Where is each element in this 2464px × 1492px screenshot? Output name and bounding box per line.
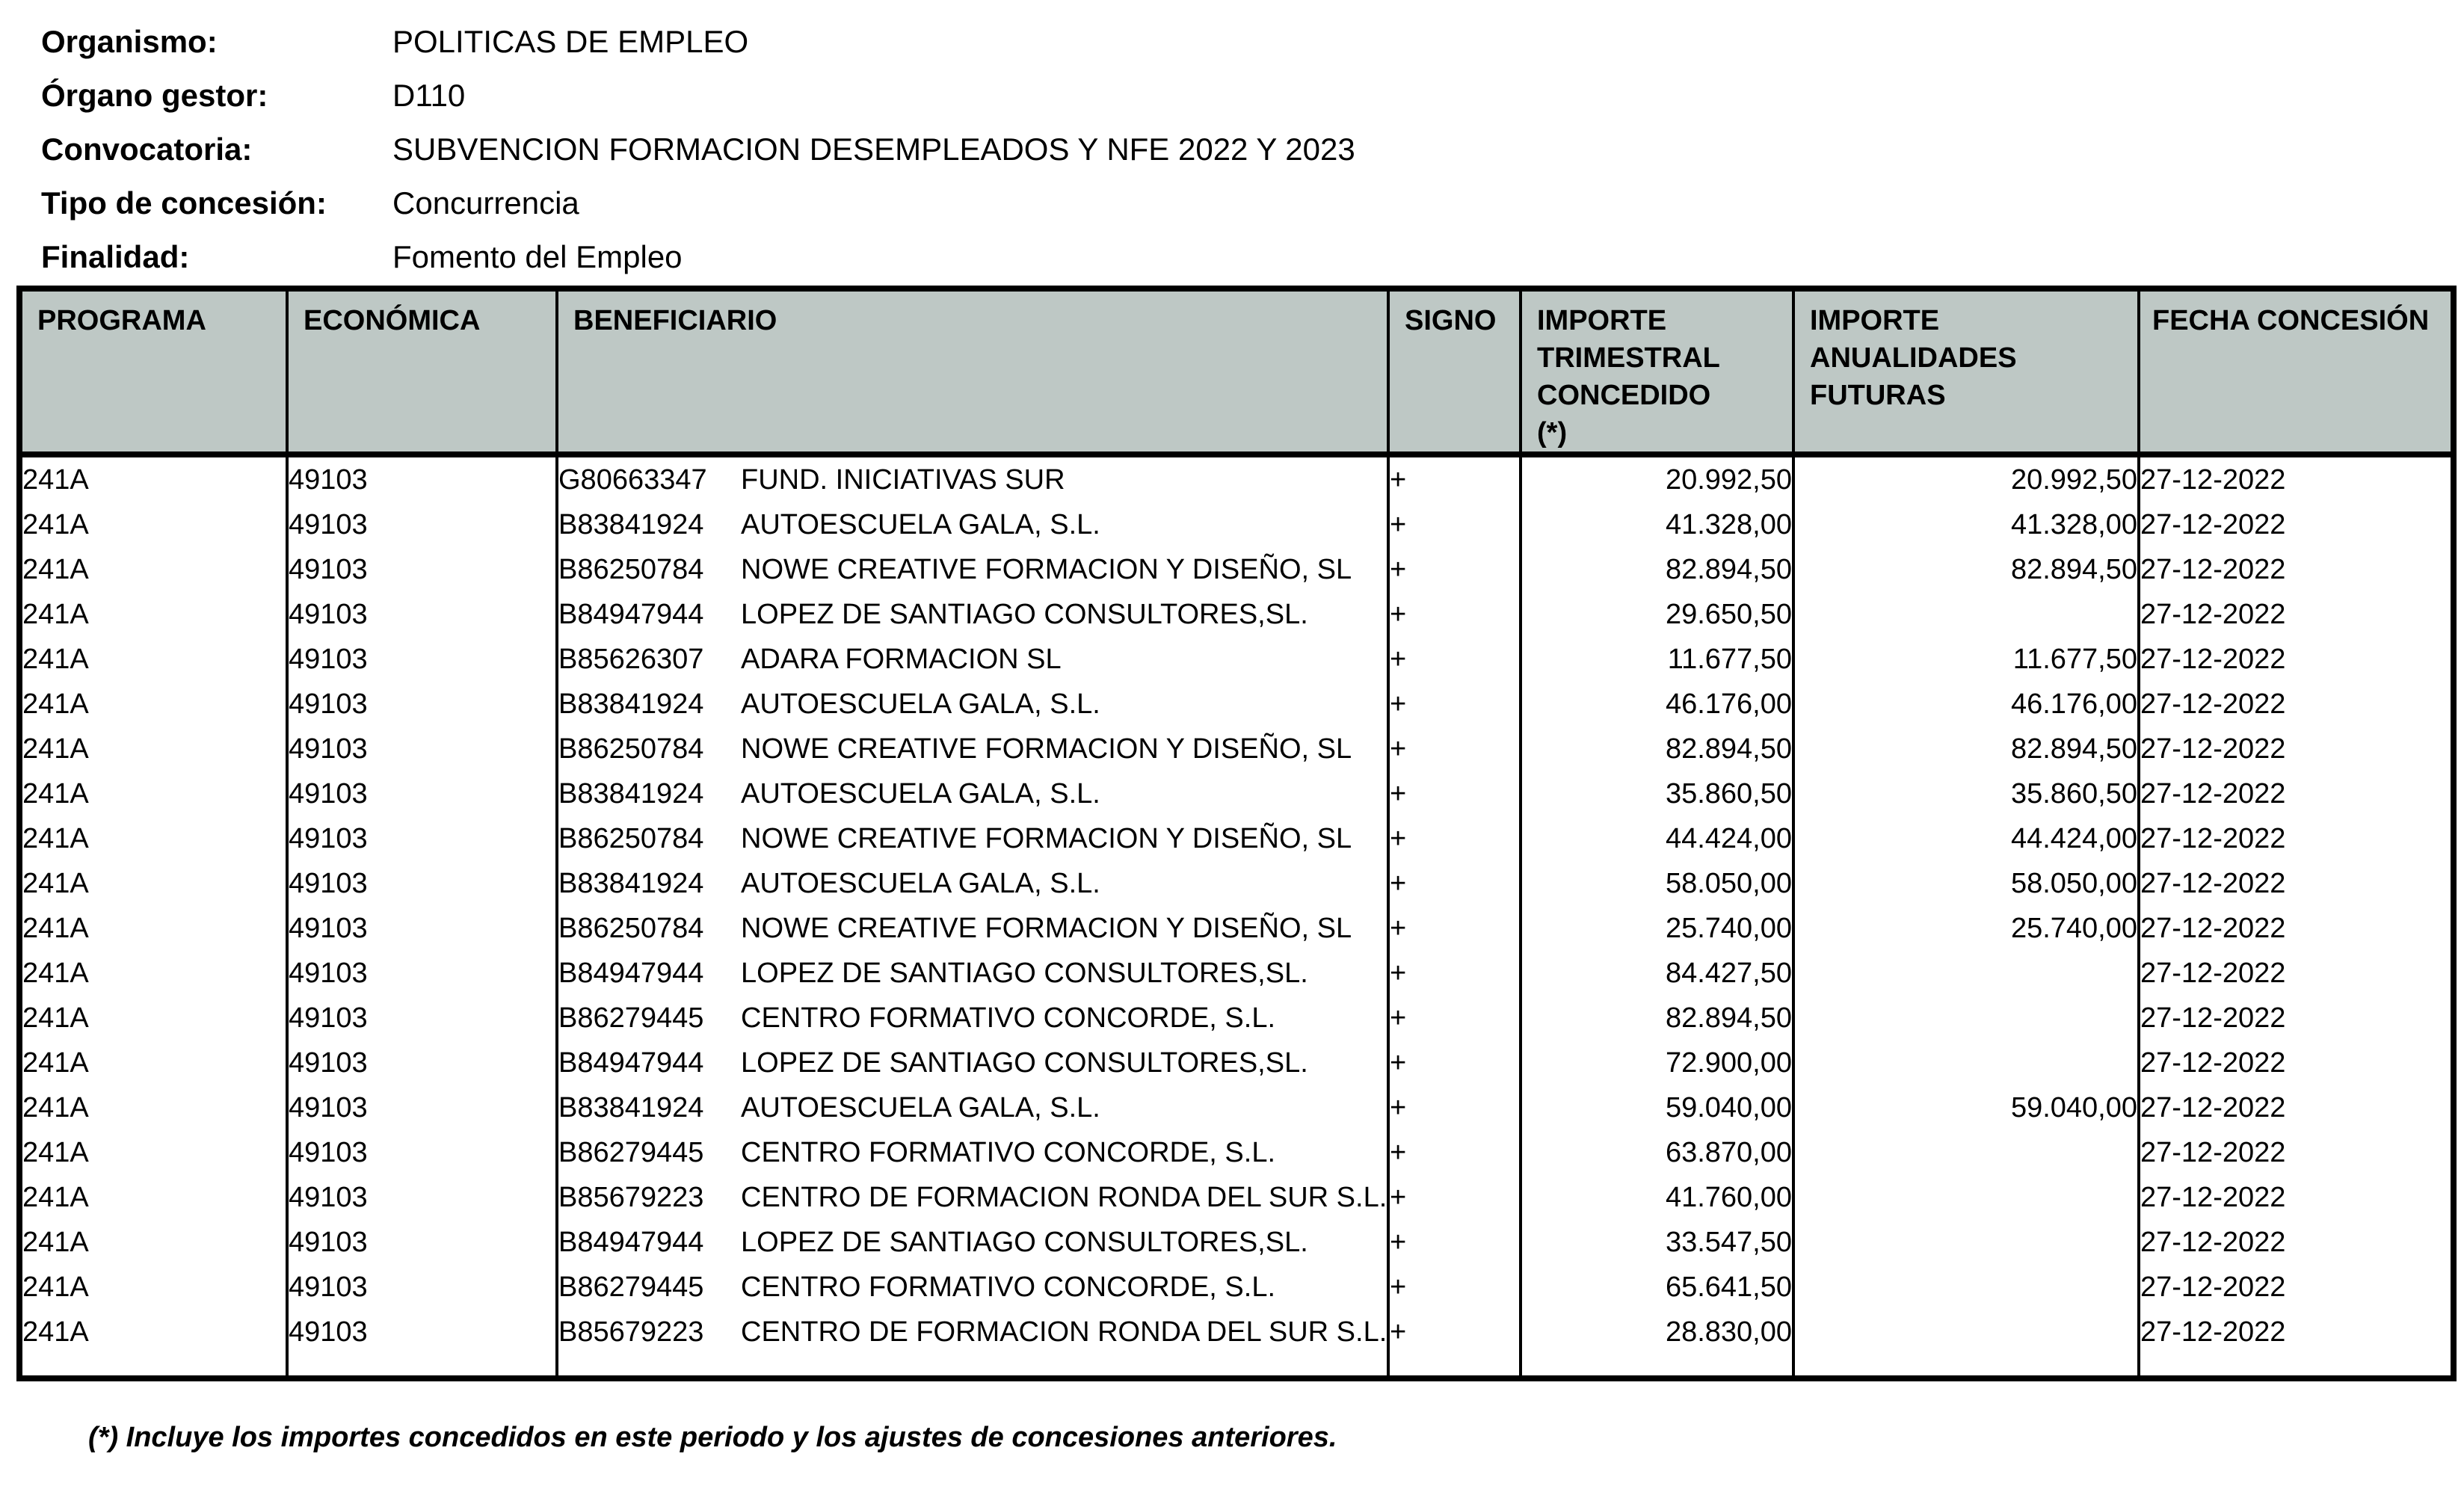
cell-beneficiario: [557, 1220, 1388, 1265]
table-row: [19, 951, 2454, 996]
cell-beneficiario: [557, 637, 1388, 682]
cell-fecha-concesion: 27-12-2022: [2140, 553, 2286, 585]
cell-programa: 241A: [19, 1310, 287, 1354]
beneficiary-id: B83841924: [558, 867, 704, 899]
cell-importe-anualidades: 25.740,00: [1793, 906, 2139, 951]
cell-signo: +: [1388, 1310, 1521, 1354]
table-body: [19, 454, 2454, 1354]
spacer-cell: [1793, 1354, 2139, 1378]
cell-importe-trimestral: 28.830,00: [1521, 1310, 1793, 1354]
cell-economica: 49103: [287, 727, 557, 771]
header-field-value: D110: [392, 78, 466, 113]
table-row: [19, 727, 2454, 771]
cell-importe-anualidades: [1793, 1130, 2139, 1175]
cell-importe-anualidades: [1793, 1175, 2139, 1220]
cell-beneficiario: [557, 682, 1388, 727]
beneficiary-id: B83841924: [558, 688, 704, 720]
cell-economica: 49103: [287, 1220, 557, 1265]
beneficiary-name: LOPEZ DE SANTIAGO CONSULTORES,SL.: [741, 598, 1308, 630]
cell-fecha-concesion: 27-12-2022: [2140, 1316, 2286, 1348]
header-field: [41, 230, 1355, 284]
cell-importe-anualidades: [1793, 1265, 2139, 1310]
cell-signo: +: [1388, 906, 1521, 951]
cell-importe-anualidades: 44.424,00: [1793, 816, 2139, 861]
beneficiary-id: B86279445: [558, 1002, 704, 1034]
header-field-label: Organismo:: [41, 24, 218, 59]
column-header-programa: PROGRAMA: [19, 289, 287, 454]
cell-fecha-concesion: 27-12-2022: [2140, 912, 2286, 944]
cell-fecha-concesion: 27-12-2022: [2140, 1181, 2286, 1213]
cell-importe-trimestral: 25.740,00: [1521, 906, 1793, 951]
beneficiary-name: AUTOESCUELA GALA, S.L.: [741, 508, 1100, 540]
cell-economica: 49103: [287, 502, 557, 547]
beneficiary-name: LOPEZ DE SANTIAGO CONSULTORES,SL.: [741, 1046, 1308, 1079]
cell-beneficiario: [557, 727, 1388, 771]
cell-fecha-concesion: 27-12-2022: [2140, 1226, 2286, 1258]
table-row: [19, 682, 2454, 727]
table-row: [19, 816, 2454, 861]
document-header-fields: [41, 15, 1355, 284]
beneficiary-name: NOWE CREATIVE FORMACION Y DISEÑO, SL: [741, 553, 1352, 585]
cell-programa: 241A: [19, 996, 287, 1041]
cell-importe-anualidades: 82.894,50: [1793, 547, 2139, 592]
table-row: [19, 996, 2454, 1041]
footnote: (*) Incluye los importes concedidos en este periodo y los ajustes de concesiones anteriores.: [88, 1422, 1337, 1453]
cell-fecha-concesion: 27-12-2022: [2140, 957, 2286, 989]
cell-programa: 241A: [19, 1265, 287, 1310]
beneficiary-name: ADARA FORMACION SL: [741, 643, 1062, 675]
header-field: [41, 176, 1355, 230]
cell-programa: 241A: [19, 861, 287, 906]
header-field-label: Órgano gestor:: [41, 78, 268, 113]
spacer-cell: [287, 1354, 557, 1378]
cell-importe-anualidades: [1793, 1220, 2139, 1265]
beneficiary-id: B85626307: [558, 643, 704, 675]
table-row: [19, 1175, 2454, 1220]
cell-fecha-concesion: 27-12-2022: [2140, 1136, 2286, 1168]
cell-importe-anualidades: 41.328,00: [1793, 502, 2139, 547]
header-field-value: Concurrencia: [392, 185, 579, 221]
cell-fecha-concesion: 27-12-2022: [2140, 643, 2286, 675]
cell-signo: +: [1388, 1041, 1521, 1085]
beneficiary-id: B84947944: [558, 1226, 704, 1258]
cell-importe-trimestral: 59.040,00: [1521, 1085, 1793, 1130]
cell-beneficiario: [557, 454, 1388, 502]
spacer-cell: [557, 1354, 1388, 1378]
beneficiary-name: CENTRO FORMATIVO CONCORDE, S.L.: [741, 1002, 1276, 1034]
cell-importe-trimestral: 82.894,50: [1521, 727, 1793, 771]
cell-fecha-concesion: 27-12-2022: [2140, 1046, 2286, 1079]
cell-beneficiario: [557, 1130, 1388, 1175]
column-header-beneficiario: BENEFICIARIO: [557, 289, 1388, 454]
cell-programa: 241A: [19, 727, 287, 771]
cell-beneficiario: [557, 906, 1388, 951]
cell-fecha-concesion: 27-12-2022: [2140, 777, 2286, 810]
beneficiary-name: NOWE CREATIVE FORMACION Y DISEÑO, SL: [741, 822, 1352, 854]
cell-beneficiario: [557, 1265, 1388, 1310]
table-row: [19, 1041, 2454, 1085]
cell-importe-trimestral: 46.176,00: [1521, 682, 1793, 727]
cell-importe-trimestral: 82.894,50: [1521, 996, 1793, 1041]
header-field: [41, 69, 1355, 123]
beneficiary-id: B86250784: [558, 822, 704, 854]
table-header-row: [19, 289, 2454, 454]
cell-signo: +: [1388, 727, 1521, 771]
cell-importe-anualidades: 58.050,00: [1793, 861, 2139, 906]
header-field-label: Tipo de concesión:: [41, 185, 327, 221]
beneficiary-id: B84947944: [558, 957, 704, 989]
column-header-importe-trimestral-label: IMPORTE TRIMESTRAL CONCEDIDO (*): [1537, 305, 1720, 448]
column-header-importe-anualidades: [1793, 289, 2139, 454]
cell-signo: +: [1388, 951, 1521, 996]
beneficiary-name: AUTOESCUELA GALA, S.L.: [741, 867, 1100, 899]
cell-beneficiario: [557, 1175, 1388, 1220]
cell-beneficiario: [557, 861, 1388, 906]
beneficiary-name: AUTOESCUELA GALA, S.L.: [741, 688, 1100, 720]
cell-signo: +: [1388, 1220, 1521, 1265]
cell-signo: +: [1388, 816, 1521, 861]
cell-fecha-concesion: 27-12-2022: [2140, 822, 2286, 854]
cell-beneficiario: [557, 547, 1388, 592]
beneficiary-id: B85679223: [558, 1181, 704, 1213]
beneficiary-name: AUTOESCUELA GALA, S.L.: [741, 1091, 1100, 1123]
cell-importe-anualidades: [1793, 1041, 2139, 1085]
cell-signo: +: [1388, 547, 1521, 592]
beneficiary-id: G80663347: [558, 463, 707, 496]
cell-importe-trimestral: 11.677,50: [1521, 637, 1793, 682]
cell-economica: 49103: [287, 816, 557, 861]
cell-economica: 49103: [287, 996, 557, 1041]
cell-economica: 49103: [287, 1265, 557, 1310]
beneficiary-name: CENTRO FORMATIVO CONCORDE, S.L.: [741, 1271, 1276, 1303]
cell-beneficiario: [557, 771, 1388, 816]
table-row: [19, 454, 2454, 502]
cell-fecha-concesion: 27-12-2022: [2140, 688, 2286, 720]
header-field: [41, 15, 1355, 69]
beneficiary-id: B84947944: [558, 598, 704, 630]
cell-programa: 241A: [19, 502, 287, 547]
cell-importe-anualidades: 20.992,50: [1793, 454, 2139, 502]
beneficiary-id: B86279445: [558, 1136, 704, 1168]
cell-programa: 241A: [19, 771, 287, 816]
cell-signo: +: [1388, 771, 1521, 816]
cell-signo: +: [1388, 1085, 1521, 1130]
cell-programa: 241A: [19, 816, 287, 861]
beneficiary-name: CENTRO DE FORMACION RONDA DEL SUR S.L.: [741, 1181, 1387, 1213]
beneficiary-id: B85679223: [558, 1316, 704, 1348]
beneficiary-name: LOPEZ DE SANTIAGO CONSULTORES,SL.: [741, 957, 1308, 989]
cell-fecha-concesion: 27-12-2022: [2140, 463, 2286, 496]
cell-beneficiario: [557, 816, 1388, 861]
cell-programa: 241A: [19, 1085, 287, 1130]
cell-economica: 49103: [287, 1041, 557, 1085]
table-row: [19, 1310, 2454, 1354]
beneficiary-name: NOWE CREATIVE FORMACION Y DISEÑO, SL: [741, 912, 1352, 944]
beneficiary-id: B86250784: [558, 553, 704, 585]
cell-economica: 49103: [287, 951, 557, 996]
table-row: [19, 1130, 2454, 1175]
cell-programa: 241A: [19, 682, 287, 727]
column-header-economica: ECONÓMICA: [287, 289, 557, 454]
cell-economica: 49103: [287, 1130, 557, 1175]
table-row: [19, 502, 2454, 547]
cell-signo: +: [1388, 682, 1521, 727]
cell-economica: 49103: [287, 1085, 557, 1130]
cell-fecha-concesion: 27-12-2022: [2140, 508, 2286, 540]
cell-beneficiario: [557, 592, 1388, 637]
cell-economica: 49103: [287, 547, 557, 592]
beneficiary-id: B86250784: [558, 912, 704, 944]
spacer-cell: [1388, 1354, 1521, 1378]
spacer-cell: [19, 1354, 287, 1378]
cell-signo: +: [1388, 454, 1521, 502]
cell-programa: 241A: [19, 1130, 287, 1175]
cell-importe-anualidades: [1793, 951, 2139, 996]
cell-importe-trimestral: 41.760,00: [1521, 1175, 1793, 1220]
cell-economica: 49103: [287, 682, 557, 727]
table-row: [19, 637, 2454, 682]
beneficiary-name: LOPEZ DE SANTIAGO CONSULTORES,SL.: [741, 1226, 1308, 1258]
beneficiary-name: CENTRO DE FORMACION RONDA DEL SUR S.L.: [741, 1316, 1387, 1348]
table-row: [19, 547, 2454, 592]
cell-programa: 241A: [19, 1175, 287, 1220]
cell-signo: +: [1388, 861, 1521, 906]
beneficiary-id: B86250784: [558, 733, 704, 765]
cell-importe-trimestral: 35.860,50: [1521, 771, 1793, 816]
cell-fecha-concesion: 27-12-2022: [2140, 1271, 2286, 1303]
column-header-importe-trimestral: [1521, 289, 1793, 454]
cell-importe-trimestral: 44.424,00: [1521, 816, 1793, 861]
beneficiary-id: B83841924: [558, 508, 704, 540]
cell-beneficiario: [557, 996, 1388, 1041]
cell-signo: +: [1388, 1130, 1521, 1175]
cell-importe-anualidades: [1793, 592, 2139, 637]
cell-fecha-concesion: 27-12-2022: [2140, 733, 2286, 765]
cell-importe-trimestral: 84.427,50: [1521, 951, 1793, 996]
cell-importe-trimestral: 41.328,00: [1521, 502, 1793, 547]
cell-programa: 241A: [19, 454, 287, 502]
cell-economica: 49103: [287, 906, 557, 951]
cell-beneficiario: [557, 951, 1388, 996]
beneficiary-name: NOWE CREATIVE FORMACION Y DISEÑO, SL: [741, 733, 1352, 765]
column-header-importe-anualidades-label: IMPORTE ANUALIDADES FUTURAS: [1810, 305, 2017, 411]
beneficiary-id: B84947944: [558, 1046, 704, 1079]
beneficiary-name: FUND. INICIATIVAS SUR: [741, 463, 1065, 496]
cell-importe-trimestral: 20.992,50: [1521, 454, 1793, 502]
cell-importe-trimestral: 33.547,50: [1521, 1220, 1793, 1265]
cell-fecha-concesion: 27-12-2022: [2140, 1091, 2286, 1123]
beneficiary-name: AUTOESCUELA GALA, S.L.: [741, 777, 1100, 810]
table-row: [19, 771, 2454, 816]
table-row: [19, 906, 2454, 951]
table-row: [19, 592, 2454, 637]
beneficiary-id: B83841924: [558, 777, 704, 810]
table-bottom-spacer: [19, 1354, 2454, 1378]
header-field: [41, 123, 1355, 176]
header-field-value: POLITICAS DE EMPLEO: [392, 24, 749, 59]
cell-economica: 49103: [287, 1175, 557, 1220]
cell-importe-trimestral: 65.641,50: [1521, 1265, 1793, 1310]
cell-programa: 241A: [19, 547, 287, 592]
cell-fecha-concesion: 27-12-2022: [2140, 598, 2286, 630]
cell-programa: 241A: [19, 951, 287, 996]
cell-beneficiario: [557, 1085, 1388, 1130]
cell-economica: 49103: [287, 861, 557, 906]
cell-economica: 49103: [287, 592, 557, 637]
cell-economica: 49103: [287, 454, 557, 502]
cell-programa: 241A: [19, 1220, 287, 1265]
cell-signo: +: [1388, 592, 1521, 637]
column-header-fecha-concesion: FECHA CONCESIÓN: [2139, 289, 2454, 454]
cell-importe-anualidades: 35.860,50: [1793, 771, 2139, 816]
cell-signo: +: [1388, 637, 1521, 682]
cell-programa: 241A: [19, 1041, 287, 1085]
cell-fecha-concesion: 27-12-2022: [2140, 1002, 2286, 1034]
cell-programa: 241A: [19, 592, 287, 637]
table-row: [19, 1265, 2454, 1310]
cell-importe-anualidades: [1793, 996, 2139, 1041]
header-field-label: Finalidad:: [41, 239, 190, 274]
cell-economica: 49103: [287, 637, 557, 682]
table-row: [19, 1220, 2454, 1265]
cell-fecha-concesion: 27-12-2022: [2140, 867, 2286, 899]
cell-beneficiario: [557, 1041, 1388, 1085]
cell-importe-trimestral: 72.900,00: [1521, 1041, 1793, 1085]
beneficiary-id: B86279445: [558, 1271, 704, 1303]
header-field-label: Convocatoria:: [41, 132, 253, 167]
cell-importe-anualidades: 46.176,00: [1793, 682, 2139, 727]
spacer-cell: [2139, 1354, 2454, 1378]
cell-signo: +: [1388, 996, 1521, 1041]
cell-importe-anualidades: 82.894,50: [1793, 727, 2139, 771]
cell-programa: 241A: [19, 637, 287, 682]
header-field-value: Fomento del Empleo: [392, 239, 683, 274]
cell-importe-trimestral: 58.050,00: [1521, 861, 1793, 906]
cell-economica: 49103: [287, 1310, 557, 1354]
cell-importe-anualidades: [1793, 1310, 2139, 1354]
cell-beneficiario: [557, 1310, 1388, 1354]
cell-signo: +: [1388, 1265, 1521, 1310]
cell-importe-anualidades: 11.677,50: [1793, 637, 2139, 682]
cell-importe-anualidades: 59.040,00: [1793, 1085, 2139, 1130]
cell-signo: +: [1388, 502, 1521, 547]
spacer-cell: [1521, 1354, 1793, 1378]
table-row: [19, 861, 2454, 906]
beneficiary-id: B83841924: [558, 1091, 704, 1123]
beneficiary-name: CENTRO FORMATIVO CONCORDE, S.L.: [741, 1136, 1276, 1168]
cell-importe-trimestral: 82.894,50: [1521, 547, 1793, 592]
concessions-table: [16, 286, 2457, 1381]
table-row: [19, 1085, 2454, 1130]
cell-economica: 49103: [287, 771, 557, 816]
column-header-signo: SIGNO: [1388, 289, 1521, 454]
header-field-value: SUBVENCION FORMACION DESEMPLEADOS Y NFE 2022 Y 2023: [392, 132, 1355, 167]
cell-importe-trimestral: 63.870,00: [1521, 1130, 1793, 1175]
cell-importe-trimestral: 29.650,50: [1521, 592, 1793, 637]
cell-programa: 241A: [19, 906, 287, 951]
cell-signo: +: [1388, 1175, 1521, 1220]
cell-beneficiario: [557, 502, 1388, 547]
